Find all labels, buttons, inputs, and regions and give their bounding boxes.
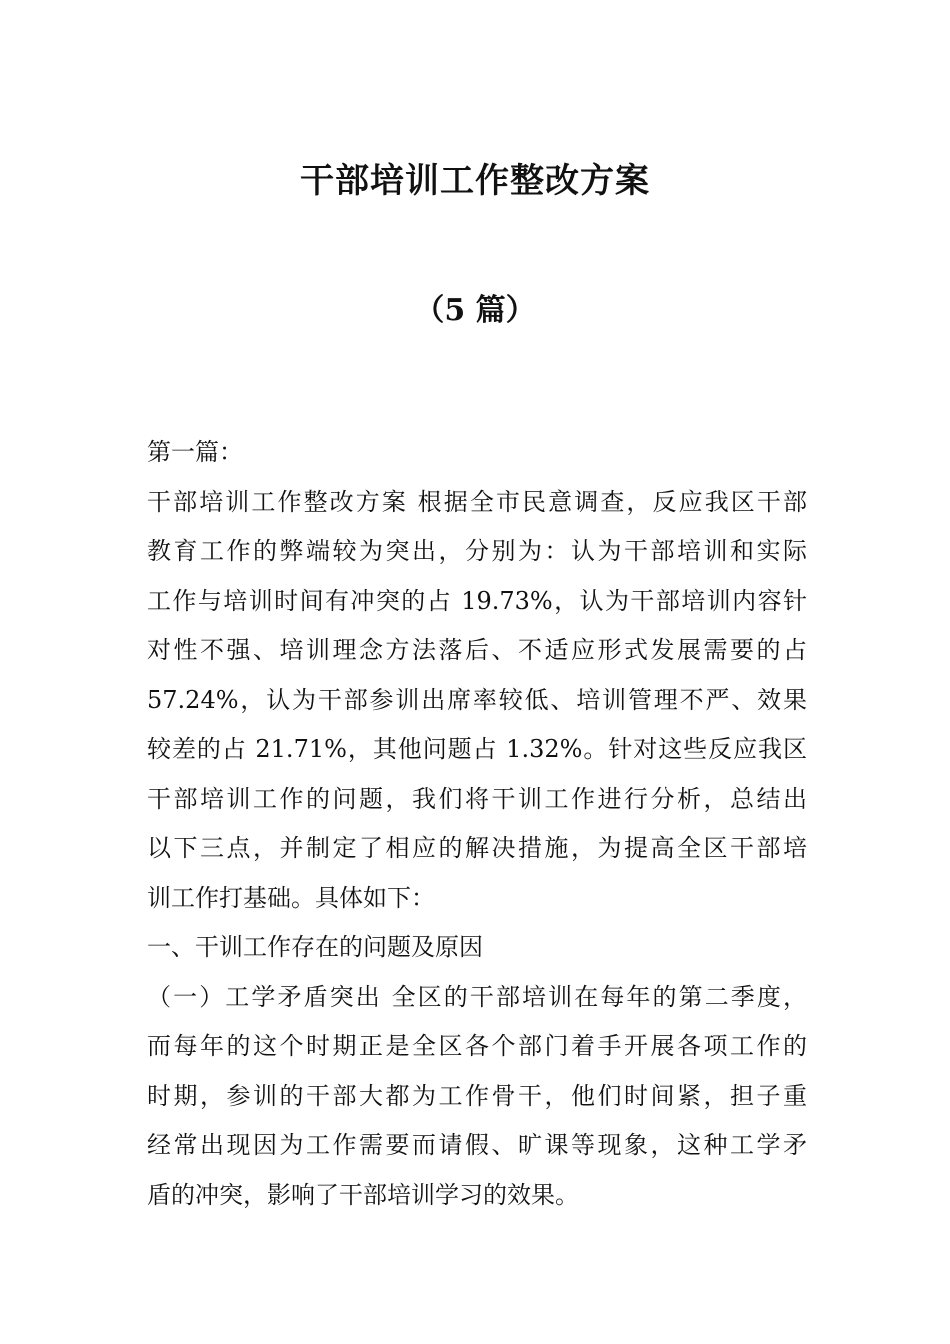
paragraph-line: 训工作打基础。具体如下： [147,883,435,912]
paragraph-line: 对性不强、培训理念方法落后、不适应形式发展需要的占 [147,636,807,664]
paragraph-line: 57.24%，认为干部参训出席率较低、培训管理不严、效果 [147,685,807,714]
document-body [147,428,807,1220]
paragraph-line: 工作与培训时间有冲突的占 19.73%，认为干部培训内容针 [147,586,807,615]
document-subtitle: （5 篇） [414,293,536,328]
paragraph-line: 较差的占 21.71%，其他问题占 1.32%。针对这些反应我区 [147,735,807,763]
section-heading: 一、干训工作存在的问题及原因 [147,933,483,961]
paragraph-line: 干部培训工作整改方案 根据全市民意调查，反应我区干部 [147,487,807,516]
paragraph-line: 以下三点，并制定了相应的解决措施，为提高全区干部培 [147,834,807,862]
paragraph-line: 教育工作的弊端较为突出，分别为：认为干部培训和实际 [147,537,807,565]
section-heading-first: 第一篇： [147,438,243,466]
paragraph-line: 而每年的这个时期正是全区各个部门着手开展各项工作的 [147,1032,807,1060]
document-title: 干部培训工作整改方案 [300,161,650,201]
paragraph-line: 经常出现因为工作需要而请假、旷课等现象，这种工学矛 [147,1131,807,1159]
paragraph-line: 时期，参训的干部大都为工作骨干，他们时间紧，担子重 [147,1081,807,1110]
paragraph-line: 干部培训工作的问题，我们将干训工作进行分析，总结出 [147,784,807,813]
paragraph-line: （一）工学矛盾突出 全区的干部培训在每年的第二季度， [147,982,807,1011]
paragraph-line: 盾的冲突，影响了干部培训学习的效果。 [147,1180,579,1209]
